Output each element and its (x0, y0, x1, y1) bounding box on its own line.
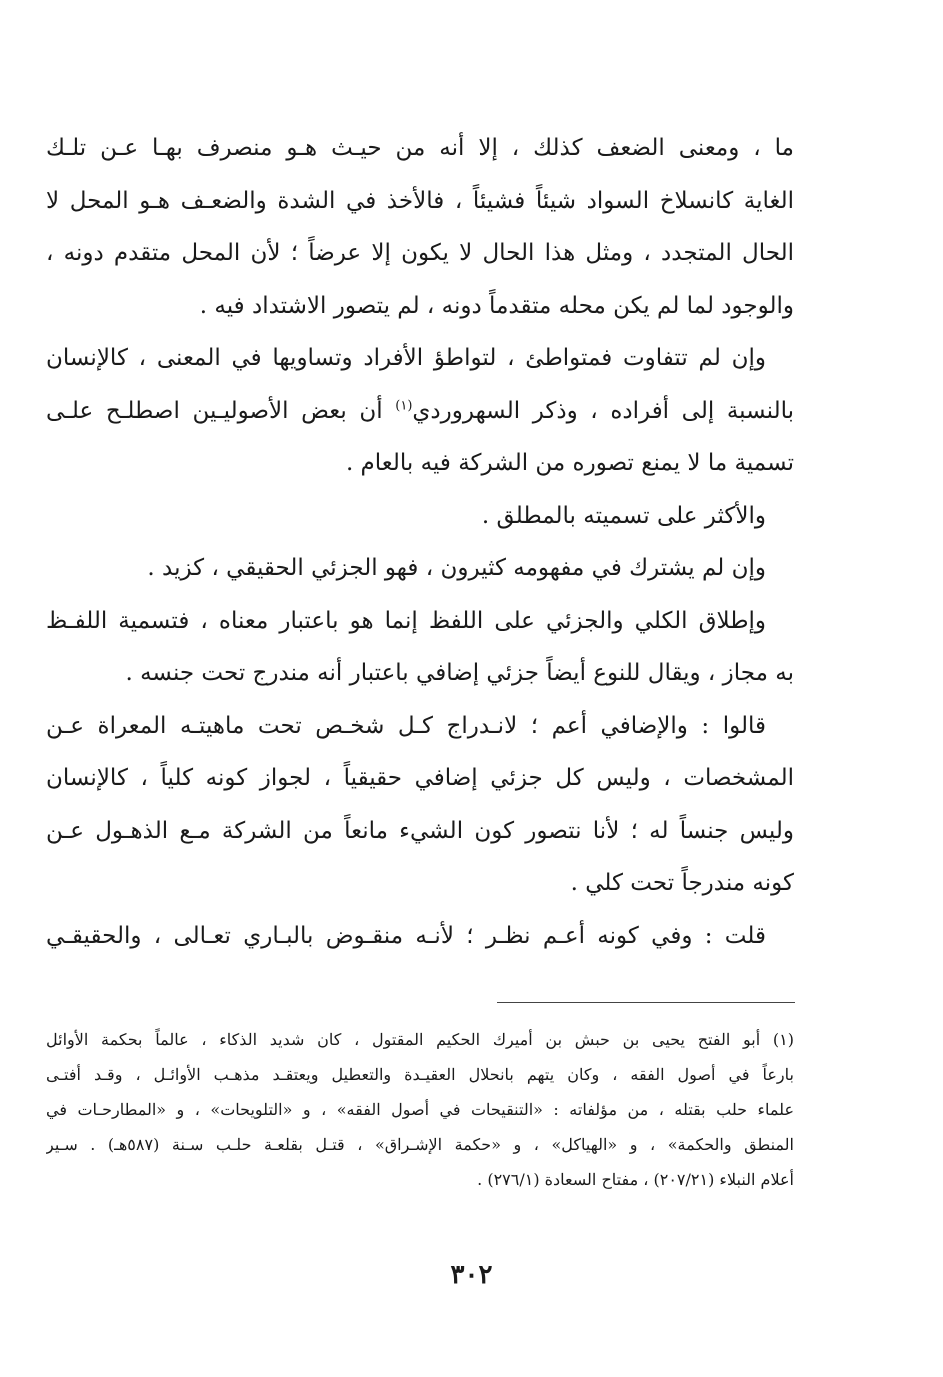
main-text (46, 122, 794, 962)
footnote-line-5: أعلام النبلاء (٢٠٧/٢١) ، مفتاح السعادة (٢٧٦/١) . (477, 1170, 794, 1189)
text-line-8: والأكثر على تسميته بالمطلق . (481, 502, 766, 529)
page-number: ٣٠٢ (450, 1260, 493, 1290)
footnote-line-3: علماء حلب بقتله ، من مؤلفاته : «التنقيحات في أصول الفقه» ، و «التلويحات» ، و «المطارحـات في (46, 1100, 794, 1119)
text-line-7: تسمية ما لا يمنع تصوره من الشركة فيه بالعام . (345, 450, 794, 476)
text-line-13: المشخصات ، وليس كل جزئي إضافي حقيقياً ، لجواز كونه كلياً ، كالإنسان (46, 765, 794, 791)
text-line-2: الغاية كانسلاخ السواد شيئاً فشيئاً ، فالأخذ في الشدة والضعـف هـو المحل لا (46, 187, 794, 214)
text-line-5: وإن لم تتفاوت فمتواطئ ، لتواطؤ الأفراد وتساويها في المعنى ، كالإنسان (46, 345, 766, 371)
text-line-12: قالوا : والإضافي أعم ؛ لانـدراج كـل شخـص تحت ماهيتـه المعراة عـن (46, 712, 766, 739)
footnote-line-2: بارعاً في أصول الفقه ، وكان يتهم بانحلال العقيـدة والتعطيل ويعتقـد مذهـب الأوائـل ، وقـد أفتـى (46, 1065, 794, 1084)
text-line-6-tail: أن بعض الأصوليـين اصطلـح علـى (46, 397, 396, 424)
text-line-6 (46, 385, 794, 438)
text-line-6-head: بالنسبة إلى أفراده ، وذكر السهروردي (412, 397, 794, 424)
footnote-reference[interactable]: (١) (395, 397, 413, 413)
footnotes (46, 1022, 794, 1197)
text-line-14: وليس جنساً له ؛ لأنا نتصور كون الشيء مانعاً من الشركة مـع الذهـول عـن (46, 817, 794, 844)
text-line-1: ما ، ومعنى الضعف كذلك ، إلا أنه من حيـث هـو منصرف بهـا عـن تلـك (46, 135, 794, 161)
footnote-divider (497, 1002, 795, 1003)
text-line-10: وإطلاق الكلي والجزئي على اللفظ إنما هو باعتبار معناه ، فتسمية اللفـظ (46, 607, 766, 634)
text-line-3: الحال المتجدد ، ومثل هذا الحال لا يكون إلا عرضاً ؛ لأن المحل متقدم دونه ، (46, 240, 794, 266)
text-line-4: والوجود لما لم يكن محله متقدماً دونه ، لم يتصور الاشتداد فيه . (199, 292, 794, 319)
footnote-line-4: المنطق والحكمة» ، و «الهياكل» ، و «حكمة الإشـراق» ، قتـل بقلعـة حلـب سـنة (٥٨٧هـ) . سـير (46, 1135, 794, 1154)
text-line-9: وإن لم يشترك في مفهومه كثيرون ، فهو الجزئي الحقيقي ، كزيد . (147, 555, 766, 581)
text-line-15: كونه مندرجاً تحت كلي . (570, 870, 794, 896)
footnote-line-1: (١) أبو الفتح يحيى بن حبش بن أميرك الحكيم المقتول ، كان شديد الذكاء ، عالماً بحكمة الأوائل (46, 1030, 794, 1049)
text-line-16: قلت : وفي كونه أعـم نظـر ؛ لأنـه منقـوض بالبـاري تعـالى ، والحقيقـي (46, 922, 766, 949)
text-line-11: به مجاز ، ويقال للنوع أيضاً جزئي إضافي باعتبار أنه مندرج تحت جنسه . (125, 660, 794, 686)
